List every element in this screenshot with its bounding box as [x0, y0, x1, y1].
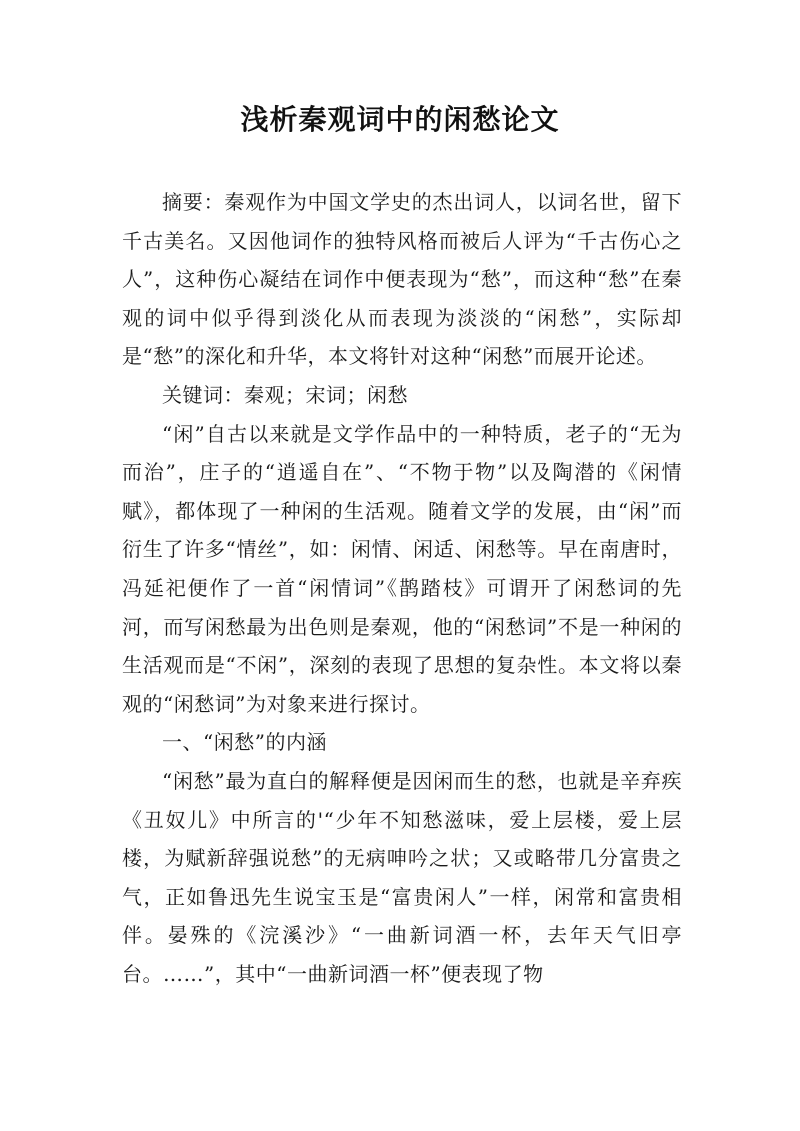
section-paragraph: “闲愁”最为直白的解释便是因闲而生的愁，也就是辛弃疾《丑奴儿》中所言的'“少年不知愁滋味，爱上层楼，爱上层楼，为赋新辞强说愁”的无病呻吟之状；又或略带几分富贵之气，正如鲁迅先生说宝玉是“富贵闲人”一样，闲常和富贵相伴。晏殊的《浣溪沙》“一曲新词酒一杯，去年天气旧亭台。……”，其中“一曲新词酒一杯”便表现了物: [122, 768, 682, 986]
intro-paragraph: “闲”自古以来就是文学作品中的一种特质，老子的“无为而治”，庄子的“逍遥自在”、“不物于物”以及陶潜的《闲情赋》，都体现了一种闲的生活观。随着文学的发展，由“闲”而衍生了许多“情丝”，如：闲情、闲适、闲愁等。早在南唐时，冯延祀便作了一首“闲情词”《鹊踏枝》可谓开了闲愁词的先河，而写闲愁最为出色则是秦观，他的“闲愁词”不是一种闲的生活观而是“不闲”，深刻的表现了思想的复杂性。本文将以秦观的“闲愁词”为对象来进行探讨。: [122, 421, 682, 716]
document-body: [122, 183, 682, 993]
abstract-paragraph: 摘要：秦观作为中国文学史的杰出词人，以词名世，留下千古美名。又因他词作的独特风格而被后人评为“千古伤心之人”，这种伤心凝结在词作中便表现为“愁”，而这种“愁”在秦观的词中似乎得到淡化从而表现为淡淡的“闲愁”，实际却是“愁”的深化和升华，本文将针对这种“闲愁”而展开论述。: [122, 190, 682, 369]
page-title: 浅析秦观词中的闲愁论文: [240, 103, 560, 136]
keywords-paragraph: 关键词：秦观；宋词；闲愁: [162, 382, 408, 407]
section-heading: 一、“闲愁”的内涵: [162, 730, 327, 755]
